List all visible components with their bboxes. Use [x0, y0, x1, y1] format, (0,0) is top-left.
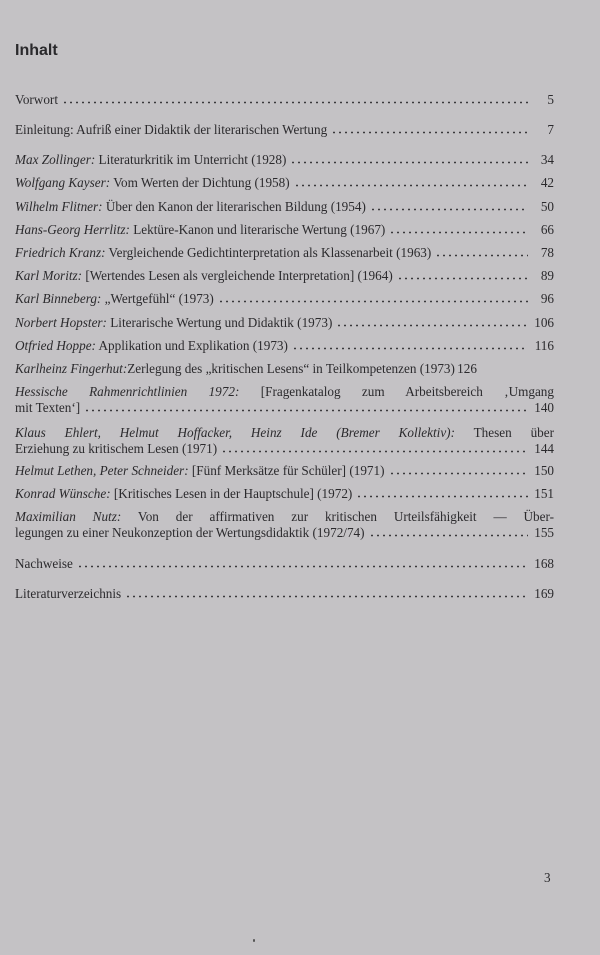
toc-entry [15, 245, 554, 261]
entry-title: Über den Kanon der literarischen Bildung (1954) [105, 199, 366, 214]
entry-author: Maximilian Nutz: [15, 509, 122, 524]
dot-leader [292, 338, 528, 350]
entry-title: Einleitung: Aufriß einer Didaktik der literarischen Wertung [15, 122, 328, 137]
entry-page-number: 42 [540, 175, 554, 190]
entry-page-number: 66 [540, 222, 554, 237]
dot-leader [336, 315, 528, 327]
entry-author: Helmut Lethen, Peter Schneider: [15, 463, 189, 478]
toc-entry [15, 486, 554, 502]
entry-author: Karlheinz Fingerhut: [15, 361, 128, 376]
entry-page-number: 89 [540, 268, 554, 283]
toc-entry [15, 463, 554, 479]
dot-leader [125, 586, 528, 598]
dot-leader [221, 441, 528, 453]
entry-title: Nachweise [15, 556, 73, 571]
entry-title-continued: mit Texten‘] [15, 400, 81, 415]
page-title: Inhalt [15, 42, 58, 59]
toc-entry-einleitung [15, 122, 554, 138]
dot-leader [356, 486, 528, 498]
entry-title: Thesen über [473, 425, 555, 440]
entry-author: Friedrich Kranz: [15, 245, 106, 260]
entry-page-number: 34 [540, 152, 554, 167]
toc-entry [15, 199, 554, 215]
dot-leader [294, 175, 528, 187]
toc-entry [15, 268, 554, 284]
footer-page-number: 3 [544, 870, 551, 885]
entry-page-number: 5 [547, 92, 554, 107]
entry-author: Wilhelm Flitner: [15, 199, 103, 214]
entry-author: Max Zollinger: [15, 152, 96, 167]
toc-entry [15, 291, 554, 307]
entry-title: [Fünf Merksätze für Schüler] (1971) [191, 463, 385, 478]
entry-page-number: 140 [534, 400, 554, 415]
entry-title: Literaturverzeichnis [15, 586, 122, 601]
dot-leader [369, 525, 528, 537]
entry-page-number: 106 [534, 315, 554, 330]
toc-entry-nachweise [15, 556, 554, 572]
entry-title: [Fragenkatalog zum Arbeitsbereich ‚Umgang [260, 384, 554, 399]
entry-author: Otfried Hoppe: [15, 338, 96, 353]
toc-entry [15, 509, 554, 541]
dot-leader [331, 122, 528, 134]
entry-title: Zerlegung des „kritischen Lesens“ in Teilkompetenzen (1973) [127, 361, 455, 376]
entry-page-number: 155 [534, 525, 554, 540]
entry-author: Konrad Wünsche: [15, 486, 111, 501]
print-speck [253, 939, 255, 942]
entry-title-continued: Erziehung zu kritischem Lesen (1971) [15, 441, 218, 456]
entry-page-number: 144 [534, 441, 554, 456]
toc-entry [15, 175, 554, 191]
entry-author: Karl Binneberg: [15, 291, 102, 306]
entry-page-number: 126 [457, 361, 477, 376]
dot-leader [62, 92, 528, 104]
entry-title: Literaturkritik im Unterricht (1928) [98, 152, 287, 167]
entry-title: Applikation und Explikation (1973) [98, 338, 288, 353]
dot-leader [370, 199, 528, 211]
toc-entry [15, 338, 554, 354]
entry-page-number: 96 [540, 291, 554, 306]
entry-title: [Kritisches Lesen in der Hauptschule] (1972) [113, 486, 353, 501]
dot-leader [389, 463, 528, 475]
entry-title: Literarische Wertung und Didaktik (1973) [110, 315, 333, 330]
entry-title: Von der affirmativen zur kritischen Urteilsfähigkeit — Über- [137, 509, 555, 524]
entry-title: „Wertgefühl“ (1973) [104, 291, 214, 306]
entry-page-number: 50 [540, 199, 554, 214]
entry-author: Karl Moritz: [15, 268, 83, 283]
entry-title: Vom Werten der Dichtung (1958) [113, 175, 290, 190]
toc-entry [15, 384, 554, 416]
entry-author: Norbert Hopster: [15, 315, 107, 330]
entry-page-number: 116 [534, 338, 554, 353]
entry-page-number: 7 [547, 122, 554, 137]
dot-leader [77, 556, 528, 568]
entry-page-number: 78 [540, 245, 554, 260]
toc-entry [15, 222, 554, 238]
toc-entry [15, 315, 554, 331]
toc-entry-literaturverzeichnis [15, 586, 554, 602]
dot-leader [389, 222, 528, 234]
toc-entry [15, 152, 554, 168]
dot-leader [218, 291, 528, 303]
dot-leader [84, 400, 528, 412]
entry-page-number: 169 [534, 586, 554, 601]
dot-leader [290, 152, 528, 164]
entry-author: Klaus Ehlert, Helmut Hoffacker, Heinz Ide (Bremer Kollektiv): [15, 425, 455, 440]
entry-title: Vergleichende Gedichtinterpretation als Klassenarbeit (1963) [108, 245, 432, 260]
dot-leader [397, 268, 528, 280]
entry-title-continued: legungen zu einer Neukonzeption der Wertungsdidaktik (1972/74) [15, 525, 365, 540]
entry-title: Lektüre-Kanon und literarische Wertung (1967) [133, 222, 386, 237]
entry-title: Vorwort [15, 92, 58, 107]
entry-page-number: 151 [534, 486, 554, 501]
entry-author: Hessische Rahmenrichtlinien 1972: [15, 384, 240, 399]
entry-page-number: 150 [534, 463, 554, 478]
toc-entry [15, 425, 554, 457]
toc-entry-vorwort [15, 92, 554, 108]
toc-entry [15, 361, 554, 377]
dot-leader [435, 245, 528, 257]
entry-author: Hans-Georg Herrlitz: [15, 222, 130, 237]
entry-author: Wolfgang Kayser: [15, 175, 111, 190]
entry-title: [Wertendes Lesen als vergleichende Interpretation] (1964) [85, 268, 393, 283]
entry-page-number: 168 [534, 556, 554, 571]
